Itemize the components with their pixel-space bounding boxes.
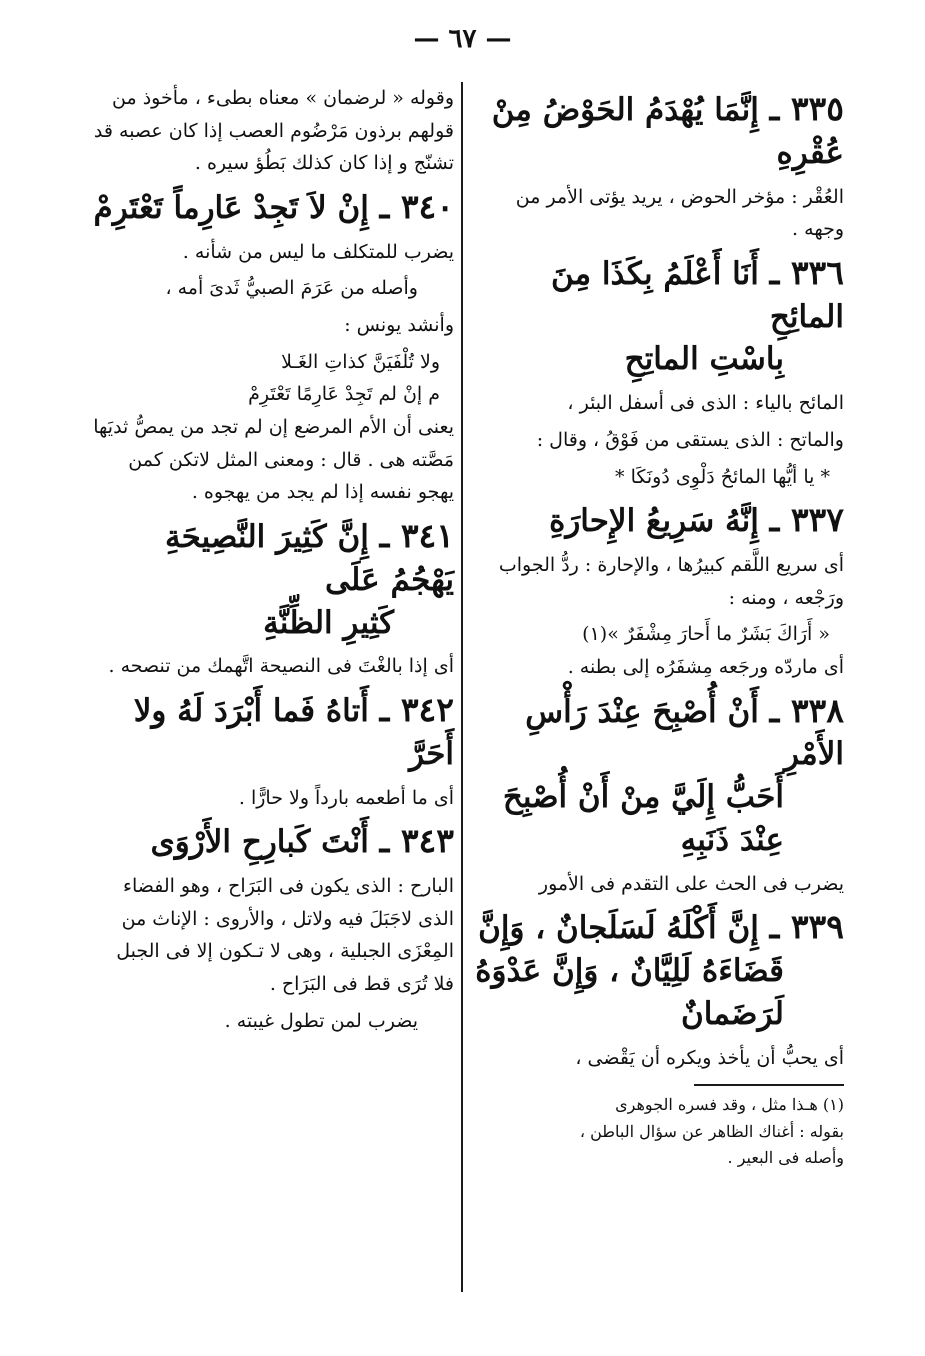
- commentary-paragraph: وقوله « لرضمان » معناه بطىء ، مأخوذ من قولهم برذون مَرْضُوم العصب إذا كان عصبه قد تشنّج و إذا كان كذلك بَطُؤ سيره .: [93, 87, 454, 175]
- commentary-paragraph: يضرب فى الحث على التقدم فى الأمور: [538, 872, 844, 895]
- commentary-paragraph: العُقْر : مؤخر الحوض ، يريد يؤتى الأمر من وجهه .: [515, 185, 844, 241]
- proverb-heading: [92, 818, 454, 864]
- proverb-text-continuation: قَضَاءَهُ لَلِيَّانٌ ، وَإِنَّ عَدْوَهُ لَرَضَمانٌ: [475, 953, 784, 1032]
- proverb-heading: [474, 250, 844, 381]
- footnote-line: (١) هـذا مثل ، وقد فسره الجوهرى: [615, 1095, 844, 1115]
- footnote-rule: [694, 1084, 844, 1086]
- proverb-text: أَتاهُ فَما أَبْرَدَ لَهُ ولا أَحَرَّ: [133, 693, 454, 772]
- left-column: [92, 82, 454, 1041]
- verse-line: ولا تُلْفَيَنَّ كذاتِ الغَـلا: [281, 350, 440, 373]
- commentary-paragraph: يعنى أن الأم المرضع إن لم تجد من يمصُّ ثديَها مَصَّته هى . قال : ومعنى المثل لاتكن كمن يهجو نفسه إذا لم يجد من يهجوه .: [93, 416, 454, 504]
- proverb-text: إِنَّ كَثِيرَ النَّصِيحَةِ يَهْجُمُ عَلَى: [165, 519, 454, 598]
- footnote-line: وأصله فى البعير .: [727, 1148, 844, 1168]
- proverb-number: ٣٤٠ ـ: [379, 187, 454, 227]
- verse-line: « أَرَاكَ بَشَرٌ ما أَحارَ مِشْفَرٌ »(١): [582, 623, 830, 646]
- proverb-text: أَنَا أَعْلَمُ بِكَذَا مِنَ المائِحِ: [550, 255, 844, 335]
- verse-line: م إنْ لم تَجِدْ عَارِمًا تَعْتَرِمْ: [248, 383, 440, 406]
- column-divider: [461, 82, 463, 1292]
- verse-line: * يا أيُّها المائحُ دَلْوِى دُونَكَا *: [615, 465, 830, 488]
- proverb-number: ٣٣٥ ـ: [769, 89, 844, 128]
- commentary-paragraph: البارح : الذى يكون فى البَرَاح ، وهو الفضاء الذى لاجَبَلَ فيه ولاتل ، والأروى : الإناث من المِعْزَى الجبلية ، وهى لا تـكون إلا فى الجبل فلا تُرَى قط فى البَرَاح .: [116, 875, 454, 996]
- proverb-number: ٣٣٨ ـ: [769, 690, 844, 730]
- proverb-number: ٣٣٩ ـ: [769, 907, 844, 947]
- proverb-number: ٣٣٦ ـ: [769, 252, 844, 292]
- proverb-heading: [474, 688, 844, 862]
- commentary-paragraph: المائح بالياء : الذى فى أسفل البئر ،: [567, 392, 844, 415]
- proverb-heading: [474, 497, 844, 543]
- commentary-paragraph: وأصله من عَرَمَ الصبيُّ ثَدىَ أمه ،: [165, 277, 418, 300]
- footnote-line: بقوله : أغناك الظاهر عن سؤال الباطن ،: [579, 1121, 844, 1141]
- proverb-text: إِنَّ أَكْلَهُ لَسَلَجانٌ ، وَإِنَّ: [478, 910, 759, 947]
- proverb-heading: [92, 687, 454, 776]
- proverb-text-continuation: بِاسْتِ الماتِحِ: [624, 341, 784, 378]
- page-number: — ٦٧ —: [413, 24, 512, 54]
- proverb-heading: [474, 86, 844, 175]
- commentary-paragraph: وأنشد يونس :: [344, 314, 454, 337]
- proverb-text-continuation: أَحَبُّ إِلَيَّ مِنْ أَنْ أُصْبِحَ عِنْدَ ذَنَبِهِ: [502, 779, 784, 858]
- proverb-text: أَنْ أُصْبِحَ عِنْدَ رَأْسِ الأَمْرِ: [525, 693, 844, 773]
- commentary-paragraph: أى ما أطعمه بارداً ولا حارًّا .: [238, 786, 454, 809]
- proverb-text: أَنْتَ كَبارِحِ الأَرْوَى: [150, 824, 369, 861]
- proverb-number: ٣٤٣ ـ: [379, 821, 454, 861]
- commentary-paragraph: يضرب لمن تطول غيبته .: [224, 1009, 418, 1032]
- commentary-paragraph: أى يحبُّ أن يأخذ ويكره أن يَقْضى ،: [575, 1046, 844, 1069]
- proverb-heading: [92, 184, 454, 230]
- proverb-text: إِنَّهُ سَرِيعُ الإِحارَةِ: [549, 503, 759, 540]
- right-column: [474, 82, 844, 1172]
- proverb-text-continuation: كَثِيرِ الظِّنَّةِ: [263, 604, 394, 641]
- proverb-text: إِنَّمَا يُهْدَمُ الحَوْضُ مِنْ عُقْرِهِ: [491, 92, 844, 171]
- commentary-paragraph: أى إذا بالغْتَ فى النصيحة اتَّهمك من تنصحه .: [108, 655, 454, 678]
- proverb-heading: [474, 904, 844, 1035]
- proverb-number: ٣٤٢ ـ: [379, 690, 454, 730]
- commentary-paragraph: يضرب للمتكلف ما ليس من شأنه .: [182, 240, 454, 263]
- proverb-number: ٣٤١ ـ: [379, 516, 454, 556]
- proverb-number: ٣٣٧ ـ: [769, 500, 844, 540]
- proverb-text: إِنْ لاَ تَجِدْ عَارِماً تَعْتَرِمْ: [93, 190, 369, 227]
- proverb-heading: [92, 513, 454, 644]
- commentary-paragraph: أى سريع اللَّقم كبيرُها ، والإحارة : ردُّ الجواب ورَجْعه ، ومنه :: [498, 553, 844, 609]
- commentary-paragraph: والماتح : الذى يستقى من فَوْقُ ، وقال :: [536, 428, 844, 451]
- commentary-paragraph: أى ماردّه ورجَعه مِشفَرُه إلى بطنه .: [567, 655, 844, 678]
